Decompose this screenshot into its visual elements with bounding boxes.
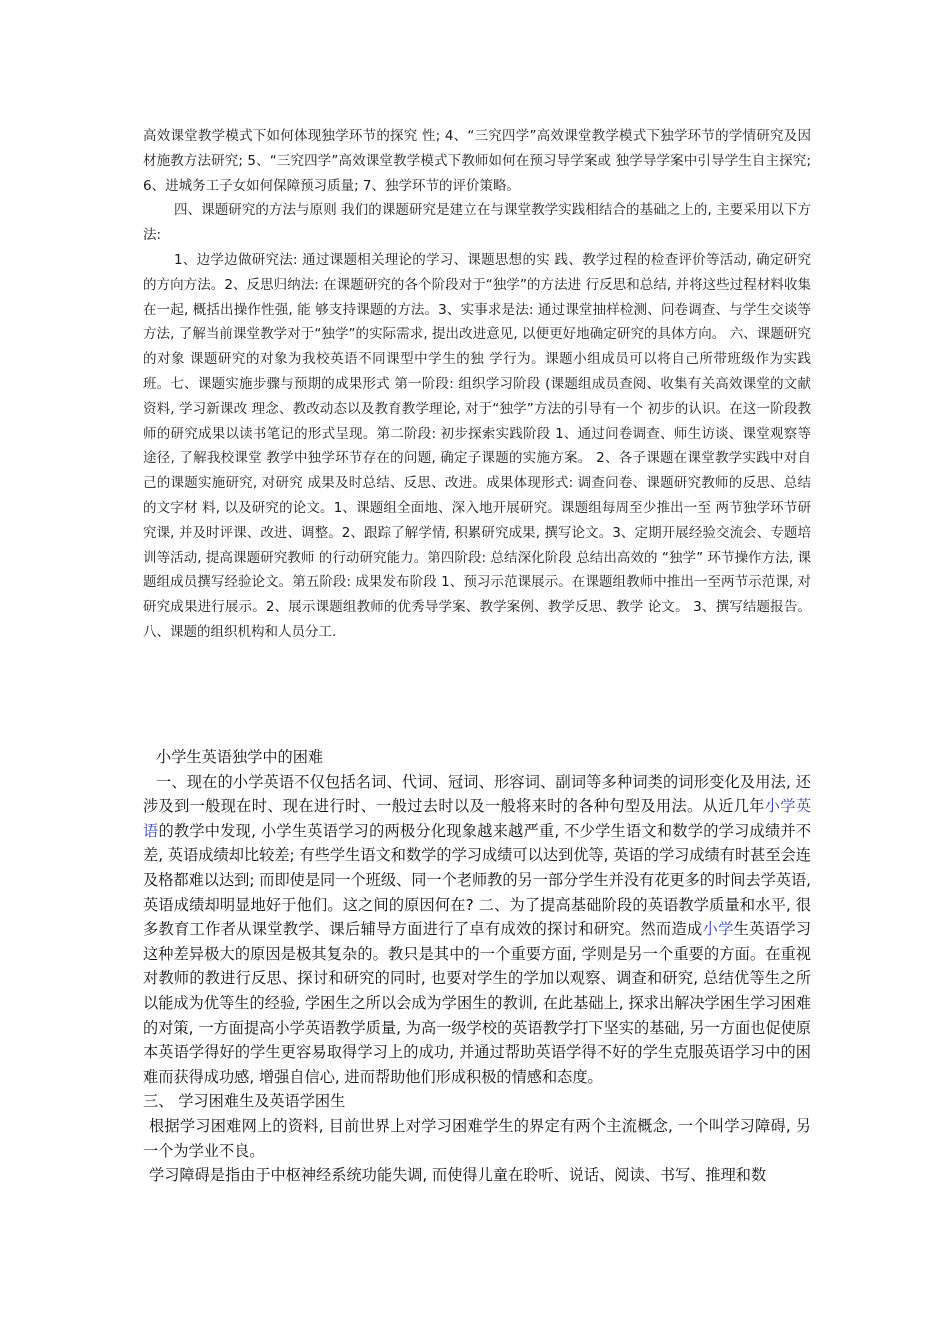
paragraph-definitions: 根据学习困难网上的资料, 目前世界上对学习困难学生的界定有两个主流概念, 一个叫学习障碍, 另一个为学业不良。	[143, 1116, 811, 1160]
subheading-learning-difficulty: 三、 学习困难生及英语学困生	[143, 1092, 346, 1111]
paragraph-learning-disorder: 学习障碍是指由于中枢神经系统功能失调, 而使得儿童在聆听、说话、阅读、书写、推理和数	[149, 1166, 767, 1185]
link-primary-english[interactable]: 小学英语	[143, 797, 812, 840]
paragraph-methods-body: 1、边学边做研究法: 通过课题相关理论的学习、课题思想的实 践、教学过程的检查评价等活动, 确定研究的方向方法。2、反思归纳法: 在课题研究的各个阶段对于“独学”的方法进 行反思和总结, 并将这些过程材料收集在一起, 概括出操作性强, 能 够支持课题的方法。3、实事求是法: 通过课堂抽样检测、问卷调查、与学生交谈等 方法, 了解当前课堂教学对于“独学”的实际需求, 提出改进意见, 以便更好地确定研究的具体方向。 六、课题研究的对象 课题研究的对象为我校英语不同课型中学生的独 学行为。课题小组成员可以将自己所带班级作为实践班。七、课题实施步骤与预期的成果形式 第一阶段: 组织学习阶段 (课题组成员查阅、收集有关高效课堂的文献资料, 学习新课改 理念、教改动态以及教育教学理论, 对于“独学”方法的引导有一个 初步的认识。在这一阶段教师的研究成果以读书笔记的形式呈现。第二阶段: 初步探索实践阶段 1、通过问卷调查、师生访谈、课堂观察等途径, 了解我校课堂 教学中独学环节存在的问题, 确定子课题的实施方案。 2、各子课题在课堂教学实践中对自己的课题实施研究, 对研究 成果及时总结、反思、改进。成果体现形式: 调查问卷、课题研究教师的反思、总结的文字材 料, 以及研究的论文。1、课题组全面地、深入地开展研究。课题组每周至少推出一至 两节独学环节研究课, 并及时评课、改进、调整。2、跟踪了解学情, 积累研究成果, 撰写论文。3、定期开展经验交流会、专题培训等活动, 提高课题研究教师 的行动研究能力。第四阶段: 总结深化阶段 总结出高效的 “独学” 环节操作方法, 课题组成员撰写经验论文。第五阶段: 成果发布阶段 1、预习示范课展示。在课题组教师中推出一至两节示范课, 对 研究成果进行展示。2、展示课题组教师的优秀导学案、教学案例、教学反思、教学 论文。 3、撰写结题报告。 八、课题的组织机构和人员分工.	[143, 251, 812, 640]
paragraph-intro: 一、现在的小学英语不仅包括名词、代词、冠词、形容词、副词等多种词类的词形变化及用法, 还涉及到一般现在时、现在进行时、一般过去时以及一般将来时的各种句型及用法。从近几年小学英语的教学中发现, 小学生英语学习的两极分化现象越来越严重, 不少学生语文和数学的学习成绩并不差, 英语成绩却比较差; 有些学生语文和数学的学习成绩可以达到优等, 英语的学习成绩有时甚至会连及格都难以达到; 而即使是同一个班级、同一个老师教的另一部分学生并没有花更多的时间去学英语, 英语成绩却明显地好于他们。这之间的原因何在? 二、为了提高基础阶段的英语教学质量和水平, 很多教育工作者从课堂教学、课后辅导方面进行了卓有成效的探讨和研究。然而造成小学生英语学习这种差异极大的原因是极其复杂的。教只是其中的一个重要方面, 学则是另一个重要的方面。在重视对教师的教进行反思、探讨和研究的同时, 也要对学生的学加以观察、调查和研究, 总结优等生之所以能成为优等生的经验, 学困生之所以会成为学困生的教训, 在此基础上, 探求出解决学困生学习困难的对策, 一方面提高小学英语教学质量, 为高一级学校的英语教学打下坚实的基础, 另一方面也促使原本英语学得好的学生更容易取得学习上的成功, 并通过帮助英语学得不好的学生克服英语学习中的困难而获得成功感, 增强自信心, 进而帮助他们形成积极的情感和态度。	[143, 772, 812, 1086]
inline-term-english: 英语	[330, 351, 359, 368]
inline-term-migrant-children: 进城务工子女	[165, 177, 247, 194]
english-difficulties-section	[143, 745, 811, 1188]
research-plan-section	[143, 124, 811, 645]
paragraph-research-topics: 高效课堂教学模式下如何体现独学环节的探究 性; 4、“三究四学”高效课堂教学模式下独学环节的学情研究及因 材施教方法研究; 5、“三究四学”高效课堂教学模式下教师如何在预习导学案或 独学导学案中引导学生自主探究; 6、进城务工子女如何保障预习质量; 7、独学环节的评价策略。	[143, 128, 811, 194]
section-title: 小学生英语独学中的困难	[156, 748, 324, 766]
link-primary-school[interactable]: 小学	[702, 920, 734, 939]
paragraph-methods-heading: 四、课题研究的方法与原则 我们的课题研究是建立在与课堂教学实践相结合的基础之上的, 主要采用以下方法:	[143, 202, 811, 244]
